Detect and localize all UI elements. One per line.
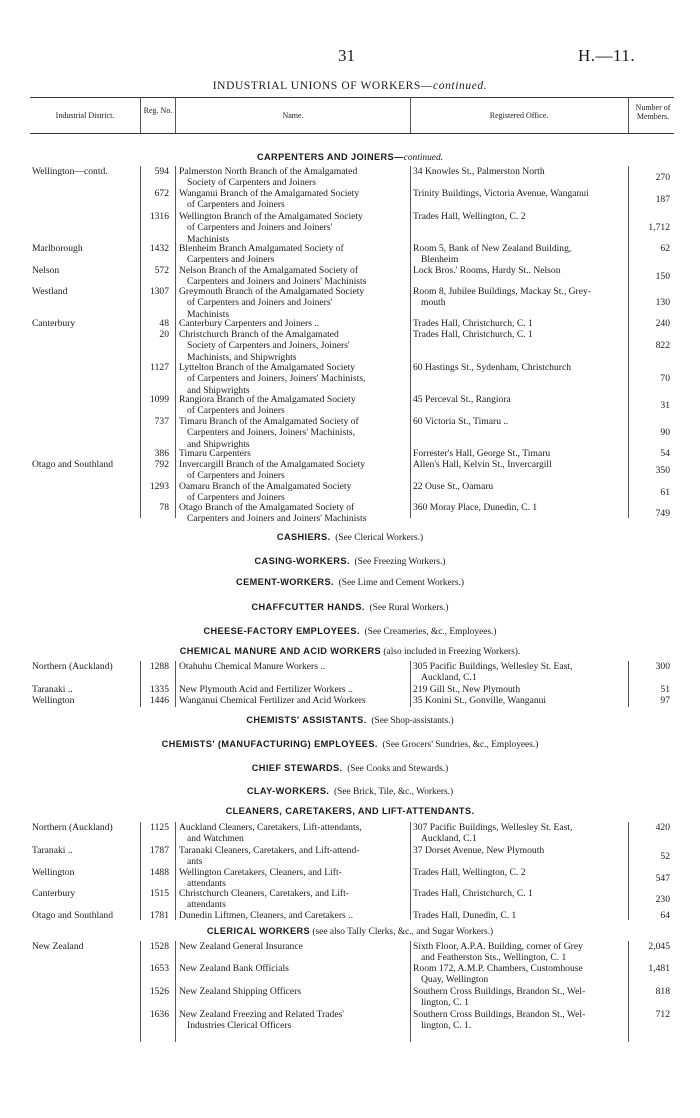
column-rule — [410, 166, 411, 518]
union-name-line: of Carpenters and Joiners and Joiners' — [187, 222, 333, 234]
office-line: Trades Hall, Christchurch, C. 1 — [413, 329, 533, 340]
column-rule — [175, 166, 176, 518]
members-cell: 822 — [655, 340, 670, 352]
district-cell: Marlborough — [32, 243, 83, 254]
section-title: CASING-WORKERS. (See Freezing Workers.) — [254, 556, 446, 567]
column-rule — [175, 822, 176, 920]
office-line: Room 8, Jubilee Buildings, Mackay St., Grey- — [413, 286, 591, 297]
office-line: Allen's Hall, Kelvin St., Invercargill — [413, 459, 552, 470]
union-name-line: Industries Clerical Officers — [187, 1020, 292, 1032]
union-name-line: and Watchmen — [187, 833, 244, 845]
section-title: CLERICAL WORKERS (see also Tally Clerks, &c., and Sugar Workers.) — [206, 926, 494, 937]
reg-number-cell: 1335 — [149, 684, 169, 695]
union-name-line: New Zealand Freezing and Related Trades' — [179, 1009, 345, 1020]
members-cell: 62 — [660, 243, 670, 254]
office-line: Forrester's Hall, George St., Timaru — [413, 448, 551, 459]
office-line: 60 Hastings St., Sydenham, Christchurch — [413, 362, 572, 373]
section-title: CHEMICAL MANURE AND ACID WORKERS (also included in Freezing Workers). — [179, 646, 521, 657]
members-cell: 52 — [660, 850, 670, 862]
office-line: Trades Hall, Christchurch, C. 1 — [413, 318, 533, 329]
running-title: INDUSTRIAL UNIONS OF WORKERS—continued. — [212, 80, 488, 92]
reg-number-cell: 792 — [154, 459, 169, 470]
table-top-rule — [30, 97, 674, 98]
district-cell: Otago and Southland — [32, 459, 114, 470]
union-name-line: Machinists, and Shipwrights — [187, 351, 297, 363]
members-cell: 270 — [655, 171, 670, 183]
union-name-line: Wanganui Branch of the Amalgamated Society — [179, 188, 360, 199]
office-line: 37 Dorset Avenue, New Plymouth — [413, 845, 545, 856]
reg-number-cell: 1526 — [149, 986, 169, 997]
union-name-line: Canterbury Carpenters and Joiners .. — [179, 318, 320, 329]
reg-number-cell: 1488 — [149, 867, 169, 878]
header-divider — [410, 97, 411, 133]
column-header-name: Name. — [282, 111, 304, 120]
union-name-line: Palmerston North Branch of the Amalgamated — [179, 166, 358, 177]
document-reference: H.—11. — [578, 46, 636, 65]
union-name-line: Invercargill Branch of the Amalgamated Society — [179, 459, 366, 470]
office-line: Southern Cross Buildings, Brandon St., Wel- — [413, 986, 586, 997]
members-cell: 240 — [655, 318, 670, 329]
members-cell: 51 — [660, 684, 670, 695]
district-cell: Northern (Auckland) — [32, 822, 113, 833]
reg-number-cell: 1528 — [149, 941, 169, 952]
members-cell: 90 — [660, 427, 670, 439]
union-name-line: New Zealand General Insurance — [179, 941, 303, 952]
reg-number-cell: 1316 — [149, 211, 169, 222]
office-line: 307 Pacific Buildings, Wellesley St. East, — [413, 822, 573, 833]
office-line: Sixth Floor, A.P.A. Building, corner of Grey — [413, 941, 583, 952]
members-cell: 1,712 — [648, 222, 670, 234]
reg-number-cell: 48 — [159, 318, 169, 329]
members-cell: 31 — [660, 399, 670, 411]
section-title: CHAFFCUTTER HANDS. (See Rural Workers.) — [251, 602, 449, 613]
members-cell: 1,481 — [648, 963, 670, 974]
union-name-line: and Shipwrights — [187, 438, 250, 450]
union-name-line: ants — [187, 856, 203, 868]
members-cell: 64 — [660, 910, 670, 921]
union-name-line: New Plymouth Acid and Fertilizer Workers .. — [179, 684, 353, 695]
section-title: CHIEF STEWARDS. (See Cooks and Stewards.) — [251, 763, 449, 774]
office-line: Trades Hall, Wellington, C. 2 — [413, 211, 526, 222]
office-line: 22 Ouse St., Oamaru — [413, 481, 494, 492]
union-name-line: attendants — [187, 878, 226, 890]
column-rule — [628, 822, 629, 920]
union-name-line: Christchurch Cleaners, Caretakers, and Lift- — [179, 888, 349, 899]
section-title: CLAY-WORKERS. (See Brick, Tile, &c., Workers.) — [246, 786, 454, 797]
office-line: Blenheim — [421, 254, 459, 266]
union-name-line: Wellington Caretakers, Cleaners, and Lift- — [179, 867, 342, 878]
union-name-line: of Carpenters and Joiners — [187, 492, 285, 504]
district-cell: Taranaki .. — [32, 684, 73, 695]
header-divider — [175, 97, 176, 133]
office-line: lington, C. 1. — [421, 1020, 472, 1032]
reg-number-cell: 1127 — [150, 362, 169, 373]
union-name-line: Wanganui Chemical Fertilizer and Acid Workers — [179, 695, 366, 706]
union-name-line: Carpenters and Joiners and Joiners' Machinists — [187, 276, 367, 288]
reg-number-cell: 1432 — [149, 243, 169, 254]
reg-number-cell: 1515 — [149, 888, 169, 899]
office-line: mouth — [421, 297, 446, 309]
union-name-line: Machinists — [187, 233, 230, 245]
reg-number-cell: 737 — [154, 416, 169, 427]
reg-number-cell: 1781 — [149, 910, 169, 921]
office-line: Room 172, A.M.P. Chambers, Customhouse — [413, 963, 583, 974]
office-line: Auckland, C.1 — [421, 833, 477, 845]
header-divider — [140, 97, 141, 133]
members-cell: 350 — [655, 464, 670, 476]
column-rule — [628, 166, 629, 518]
office-line: Southern Cross Buildings, Brandon St., Wel- — [413, 1009, 586, 1020]
office-line: Trades Hall, Wellington, C. 2 — [413, 867, 526, 878]
members-cell: 300 — [655, 661, 670, 672]
column-header-members: Number of Members. — [635, 103, 671, 121]
office-line: Trades Hall, Christchurch, C. 1 — [413, 888, 533, 899]
members-cell: 230 — [655, 893, 670, 905]
union-name-line: Carpenters and Joiners — [187, 254, 275, 266]
section-title: CHEMISTS' ASSISTANTS. (See Shop-assistants.) — [246, 715, 454, 726]
reg-number-cell: 386 — [154, 448, 169, 459]
section-title: CEMENT-WORKERS. (See Lime and Cement Workers.) — [236, 577, 464, 588]
district-cell: Otago and Southland — [32, 910, 114, 921]
column-rule — [410, 941, 411, 1042]
reg-number-cell: 1307 — [149, 286, 169, 297]
district-cell: Westland — [32, 286, 68, 297]
office-line: Auckland, C.1 — [421, 672, 477, 684]
office-line: Trinity Buildings, Victoria Avenue, Wanganui — [413, 188, 589, 199]
union-name-line: Timaru Branch of the Amalgamated Society of — [179, 416, 359, 427]
reg-number-cell: 20 — [159, 329, 169, 340]
column-rule — [628, 661, 629, 707]
members-cell: 420 — [655, 822, 670, 833]
union-name-line: Rangiora Branch of the Amalgamated Society — [179, 394, 356, 405]
members-cell: 61 — [660, 486, 670, 498]
reg-number-cell: 1125 — [150, 822, 169, 833]
reg-number-cell: 78 — [159, 502, 169, 513]
union-name-line: Carpenters and Joiners and Joiners' Machinists — [187, 513, 367, 525]
union-name-line: Lyttelton Branch of the Amalgamated Society — [179, 362, 356, 373]
office-line: 305 Pacific Buildings, Wellesley St. East, — [413, 661, 573, 672]
union-name-line: and Shipwrights — [187, 384, 250, 396]
reg-number-cell: 1446 — [149, 695, 169, 706]
section-title: CHEMISTS' (MANUFACTURING) EMPLOYEES. (See Grocers' Sundries, &c., Employees.) — [161, 739, 539, 750]
union-name-line: Machinists — [187, 308, 230, 320]
office-line: lington, C. 1 — [421, 997, 469, 1009]
column-rule — [410, 661, 411, 707]
column-rule — [175, 941, 176, 1042]
office-line: 35 Konini St., Gonville, Wanganui — [413, 695, 547, 706]
reg-number-cell: 672 — [154, 188, 169, 199]
section-title: CLEANERS, CARETAKERS, AND LIFT-ATTENDANTS. — [225, 806, 475, 816]
office-line: Quay, Wellington — [421, 974, 489, 986]
members-cell: 749 — [655, 507, 670, 519]
union-name-line: Society of Carpenters and Joiners, Joiners' — [187, 340, 350, 352]
column-rule — [628, 941, 629, 1042]
union-name-line: Oamaru Branch of the Amalgamated Society — [179, 481, 352, 492]
union-name-line: Blenheim Branch Amalgamated Society of — [179, 243, 344, 254]
district-cell: Wellington — [32, 867, 75, 878]
reg-number-cell: 572 — [154, 265, 169, 276]
column-header-reg: Reg. No. — [143, 106, 173, 115]
district-cell: Canterbury — [32, 318, 76, 329]
union-name-line: Wellington Branch of the Amalgamated Society — [179, 211, 363, 222]
union-name-line: Otahuhu Chemical Manure Workers .. — [179, 661, 326, 672]
union-name-line: attendants — [187, 899, 226, 911]
union-name-line: Timaru Carpenters — [179, 448, 251, 459]
reg-number-cell: 1653 — [149, 963, 169, 974]
table-header-rule — [30, 133, 674, 134]
column-rule — [410, 822, 411, 920]
union-name-line: Otago Branch of the Amalgamated Society of — [179, 502, 355, 513]
office-line: 60 Victoria St., Timaru .. — [413, 416, 509, 427]
office-line: and Featherston Sts., Wellington, C. 1 — [421, 952, 567, 964]
office-line: 219 Gill St., New Plymouth — [413, 684, 521, 695]
union-name-line: of Carpenters and Joiners and Joiners' — [187, 297, 333, 309]
district-cell: Wellington — [32, 695, 75, 706]
union-name-line: of Carpenters and Joiners, Joiners' Machinists, — [187, 373, 366, 385]
office-line: 45 Perceval St., Rangiora — [413, 394, 511, 405]
union-name-line: of Carpenters and Joiners — [187, 199, 285, 211]
district-cell: Nelson — [32, 265, 60, 276]
district-cell: New Zealand — [32, 941, 84, 952]
members-cell: 54 — [660, 448, 670, 459]
header-divider — [628, 97, 629, 133]
reg-number-cell: 1288 — [149, 661, 169, 672]
union-name-line: Taranaki Cleaners, Caretakers, and Lift-attend- — [179, 845, 360, 856]
union-name-line: Greymouth Branch of the Amalgamated Society — [179, 286, 365, 297]
district-cell: Canterbury — [32, 888, 76, 899]
members-cell: 150 — [655, 270, 670, 282]
column-rule — [175, 661, 176, 707]
office-line: Room 5, Bank of New Zealand Building, — [413, 243, 572, 254]
district-cell: Wellington—contd. — [32, 166, 108, 177]
reg-number-cell: 1099 — [149, 394, 169, 405]
office-line: 360 Moray Place, Dunedin, C. 1 — [413, 502, 538, 513]
union-name-line: Auckland Cleaners, Caretakers, Lift-attendants, — [179, 822, 362, 833]
section-title: CASHIERS. (See Clerical Workers.) — [276, 532, 424, 543]
office-line: Lock Bros.' Rooms, Hardy St.. Nelson — [413, 265, 561, 276]
district-cell: Taranaki .. — [32, 845, 73, 856]
members-cell: 818 — [655, 986, 670, 997]
section-title: CARPENTERS AND JOINERS—continued. — [256, 152, 444, 163]
union-name-line: Carpenters and Joiners, Joiners' Machinists, — [187, 427, 355, 439]
union-name-line: Nelson Branch of the Amalgamated Society of — [179, 265, 359, 276]
column-header-office: Registered Office. — [489, 111, 549, 120]
office-line: Trades Hall, Dunedin, C. 1 — [413, 910, 517, 921]
members-cell: 547 — [655, 872, 670, 884]
union-name-line: New Zealand Bank Officials — [179, 963, 289, 974]
union-name-line: New Zealand Shipping Officers — [179, 986, 302, 997]
reg-number-cell: 594 — [154, 166, 169, 177]
section-title: CHEESE-FACTORY EMPLOYEES. (See Creameries, &c., Employees.) — [203, 626, 497, 637]
column-header-district: Industrial District. — [55, 111, 115, 120]
members-cell: 2,045 — [648, 941, 670, 952]
union-name-line: Christchurch Branch of the Amalgamated — [179, 329, 339, 340]
reg-number-cell: 1636 — [149, 1009, 169, 1020]
reg-number-cell: 1293 — [149, 481, 169, 492]
union-name-line: of Carpenters and Joiners — [187, 405, 285, 417]
reg-number-cell: 1787 — [149, 845, 169, 856]
union-name-line: Dunedin Liftmen, Cleaners, and Caretakers .. — [179, 910, 353, 921]
union-name-line: Society of Carpenters and Joiners — [187, 177, 316, 189]
members-cell: 97 — [660, 695, 670, 706]
members-cell: 130 — [655, 297, 670, 309]
office-line: 34 Knowles St., Palmerston North — [413, 166, 545, 177]
members-cell: 712 — [655, 1009, 670, 1020]
members-cell: 187 — [655, 193, 670, 205]
district-cell: Northern (Auckland) — [32, 661, 113, 672]
union-name-line: of Carpenters and Joiners — [187, 470, 285, 482]
members-cell: 70 — [660, 373, 670, 385]
page-number: 31 — [338, 46, 355, 65]
